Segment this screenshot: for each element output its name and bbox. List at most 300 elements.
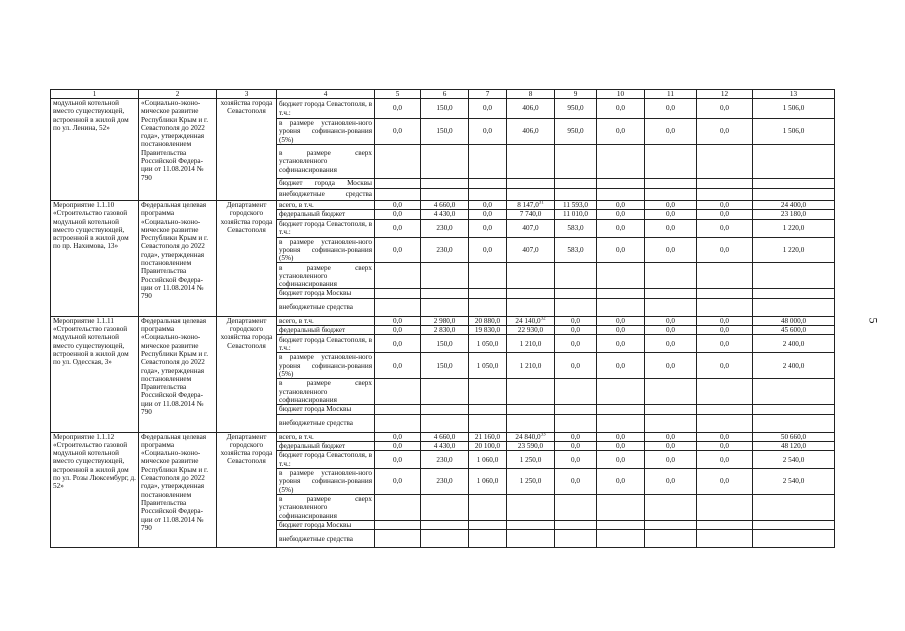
value-cell bbox=[753, 219, 835, 237]
value-text: 0,0 bbox=[666, 127, 675, 136]
empty-cell bbox=[421, 379, 469, 405]
value-cell bbox=[645, 335, 697, 353]
value-text: 0,0 bbox=[571, 326, 580, 335]
empty-cell bbox=[375, 405, 421, 414]
value-cell bbox=[697, 441, 753, 450]
value-text: 1 210,0 bbox=[519, 339, 542, 348]
value-text: 0,0 bbox=[616, 223, 625, 232]
value-text: 1 506,0 bbox=[782, 127, 805, 136]
empty-cell bbox=[469, 414, 507, 432]
value-text: 0,0 bbox=[720, 104, 729, 113]
value-text: 583,0 bbox=[567, 245, 584, 254]
value-text: 0,0 bbox=[616, 316, 625, 325]
empty-cell bbox=[753, 521, 835, 530]
empty-cell bbox=[697, 414, 753, 432]
value-cell bbox=[469, 326, 507, 335]
empty-cell bbox=[645, 521, 697, 530]
value-cell bbox=[507, 432, 555, 441]
empty-cell bbox=[469, 521, 507, 530]
value-cell bbox=[697, 237, 753, 263]
value-cell bbox=[507, 219, 555, 237]
value-text: 11 010,0 bbox=[563, 210, 588, 219]
empty-cell bbox=[597, 414, 645, 432]
empty-cell bbox=[555, 495, 597, 521]
value-text: 0,0 bbox=[393, 104, 402, 113]
value-cell bbox=[753, 451, 835, 469]
value-text: 0,0 bbox=[720, 201, 729, 209]
column-header: 13 bbox=[753, 90, 835, 99]
value-text: 0,0 bbox=[720, 441, 729, 450]
value-text: 950,0 bbox=[567, 104, 584, 113]
funding-source: в размере установлен-ного уровня софинанси-рования (5%) bbox=[277, 237, 375, 263]
empty-cell bbox=[421, 189, 469, 201]
empty-cell bbox=[697, 263, 753, 289]
empty-cell bbox=[469, 289, 507, 298]
program-cell: Федеральная целевая программа «Социально-эконо-мическое развитие Республики Крым и г. Севастополя до 2022 года», утвержденная постановлением Правительства Российской Федера-ции от 11.08.2014 № 790 bbox=[139, 316, 217, 432]
empty-cell bbox=[507, 263, 555, 289]
empty-cell bbox=[507, 414, 555, 432]
empty-cell bbox=[697, 145, 753, 179]
value-cell bbox=[469, 316, 507, 325]
column-header: 12 bbox=[697, 90, 753, 99]
value-text: 0,0 bbox=[720, 432, 729, 441]
empty-cell bbox=[597, 530, 645, 548]
page-number: 5 bbox=[866, 317, 881, 324]
value-cell bbox=[507, 237, 555, 263]
value-text: 150,0 bbox=[436, 339, 453, 348]
empty-cell bbox=[753, 530, 835, 548]
value-cell bbox=[753, 335, 835, 353]
empty-cell bbox=[555, 179, 597, 189]
funding-source: бюджет города Севастополя, в т.ч.: bbox=[277, 451, 375, 469]
empty-cell bbox=[697, 179, 753, 189]
value-text: 0,0 bbox=[393, 316, 402, 325]
event-name-cell: Мероприятие 1.1.10 «Строительство газовой модульной котельной вместо существующей, встроенной в жилой дом по пр. Нахимова, 13» bbox=[51, 201, 139, 317]
empty-cell bbox=[469, 379, 507, 405]
value-text: 4 430,0 bbox=[433, 441, 456, 450]
value-cell bbox=[645, 441, 697, 450]
value-text: 45 600,0 bbox=[780, 326, 807, 335]
empty-cell bbox=[753, 379, 835, 405]
value-cell bbox=[753, 469, 835, 495]
empty-cell bbox=[375, 289, 421, 298]
value-text: 20 100,0 bbox=[474, 441, 501, 450]
empty-cell bbox=[753, 298, 835, 316]
empty-cell bbox=[555, 145, 597, 179]
value-text: 0,0 bbox=[666, 455, 675, 464]
value-text: 0,0 bbox=[393, 441, 402, 450]
funding-source: федеральный бюджет bbox=[277, 210, 375, 219]
value-cell bbox=[597, 99, 645, 119]
empty-cell bbox=[697, 530, 753, 548]
value-cell bbox=[697, 469, 753, 495]
value-text: 1 050,0 bbox=[476, 339, 499, 348]
event-name-cell: модульной котельной вместо существующей, встроенной в жилой дом по ул. Ленина, 52» bbox=[51, 99, 139, 201]
value-text: 0,0 bbox=[571, 339, 580, 348]
funding-source: в размере установлен-ного уровня софинанси-рования (5%) bbox=[277, 353, 375, 379]
value-text: 230,0 bbox=[436, 223, 453, 232]
empty-cell bbox=[507, 495, 555, 521]
value-text: 1 220,0 bbox=[782, 245, 805, 254]
value-text: 0,0 bbox=[720, 455, 729, 464]
empty-cell bbox=[469, 145, 507, 179]
value-text: 0,0 bbox=[616, 339, 625, 348]
executor-cell: хозяйства города Севастополя bbox=[217, 99, 277, 201]
value-cell bbox=[375, 210, 421, 219]
value-cell bbox=[753, 326, 835, 335]
empty-cell bbox=[645, 189, 697, 201]
empty-cell bbox=[375, 263, 421, 289]
value-text: 230,0 bbox=[436, 455, 453, 464]
value-cell bbox=[753, 432, 835, 441]
value-cell bbox=[555, 119, 597, 145]
empty-cell bbox=[507, 521, 555, 530]
column-header: 10 bbox=[597, 90, 645, 99]
funding-source: всего, в т.ч. bbox=[277, 432, 375, 441]
value-text: 2 980,0 bbox=[433, 316, 456, 325]
empty-cell bbox=[555, 298, 597, 316]
value-text: 48 000,0 bbox=[780, 316, 807, 325]
header-row bbox=[51, 90, 835, 99]
value-cell bbox=[697, 201, 753, 210]
value-cell bbox=[753, 237, 835, 263]
value-cell bbox=[555, 201, 597, 210]
empty-cell bbox=[645, 263, 697, 289]
empty-cell bbox=[697, 298, 753, 316]
value-text: 0,0 bbox=[720, 127, 729, 136]
value-cell bbox=[697, 316, 753, 325]
value-text: 0,0 bbox=[393, 245, 402, 254]
empty-cell bbox=[375, 379, 421, 405]
value-text: 23 180,0 bbox=[780, 210, 807, 219]
value-text: 24 140,0 bbox=[515, 316, 541, 325]
value-cell bbox=[375, 353, 421, 379]
empty-cell bbox=[597, 145, 645, 179]
empty-cell bbox=[645, 530, 697, 548]
value-text: 1 220,0 bbox=[782, 223, 805, 232]
value-cell bbox=[469, 432, 507, 441]
empty-cell bbox=[597, 179, 645, 189]
value-cell bbox=[421, 99, 469, 119]
value-text: 0,0 bbox=[720, 316, 729, 325]
empty-cell bbox=[507, 179, 555, 189]
value-text: 583,0 bbox=[567, 223, 584, 232]
empty-cell bbox=[421, 179, 469, 189]
table-row bbox=[51, 432, 835, 441]
value-cell bbox=[697, 335, 753, 353]
event-name-cell: Мероприятие 1.1.12 «Строительство газовой модульной котельной вместо существующей, встроенной в жилой дом по ул. Розы Люксембург, д. 52» bbox=[51, 432, 139, 548]
value-cell bbox=[469, 201, 507, 210]
value-text: 8 147,0 bbox=[517, 201, 539, 209]
empty-cell bbox=[645, 379, 697, 405]
value-cell bbox=[469, 451, 507, 469]
empty-cell bbox=[375, 189, 421, 201]
value-cell bbox=[421, 119, 469, 145]
value-text: 24 400,0 bbox=[780, 201, 807, 209]
footnote-marker: 33 bbox=[540, 432, 546, 438]
empty-cell bbox=[421, 414, 469, 432]
empty-cell bbox=[421, 289, 469, 298]
value-cell bbox=[597, 469, 645, 495]
value-text: 0,0 bbox=[720, 361, 729, 370]
empty-cell bbox=[421, 145, 469, 179]
value-text: 0,0 bbox=[720, 339, 729, 348]
empty-cell bbox=[507, 530, 555, 548]
value-text: 0,0 bbox=[483, 223, 492, 232]
value-text: 230,0 bbox=[436, 477, 453, 486]
value-cell bbox=[375, 99, 421, 119]
value-cell bbox=[555, 99, 597, 119]
empty-cell bbox=[375, 298, 421, 316]
value-cell bbox=[597, 219, 645, 237]
empty-cell bbox=[597, 289, 645, 298]
value-cell bbox=[645, 451, 697, 469]
value-cell bbox=[597, 432, 645, 441]
value-text: 0,0 bbox=[666, 210, 675, 219]
empty-cell bbox=[597, 495, 645, 521]
value-text: 0,0 bbox=[720, 477, 729, 486]
empty-cell bbox=[375, 179, 421, 189]
value-cell bbox=[555, 316, 597, 325]
value-cell bbox=[421, 451, 469, 469]
value-text: 0,0 bbox=[666, 361, 675, 370]
value-text: 0,0 bbox=[571, 361, 580, 370]
value-text: 4 660,0 bbox=[433, 201, 456, 209]
value-text: 0,0 bbox=[666, 477, 675, 486]
value-text: 0,0 bbox=[666, 223, 675, 232]
executor-cell: Департамент городского хозяйства города Севастополя bbox=[217, 201, 277, 317]
value-cell bbox=[697, 99, 753, 119]
table-row bbox=[51, 201, 835, 210]
value-text: 230,0 bbox=[436, 245, 453, 254]
value-text: 0,0 bbox=[720, 245, 729, 254]
empty-cell bbox=[597, 263, 645, 289]
value-cell bbox=[597, 353, 645, 379]
value-cell bbox=[469, 353, 507, 379]
empty-cell bbox=[697, 289, 753, 298]
value-cell bbox=[375, 335, 421, 353]
value-text: 0,0 bbox=[393, 339, 402, 348]
value-cell bbox=[645, 210, 697, 219]
column-header: 8 bbox=[507, 90, 555, 99]
value-cell bbox=[597, 451, 645, 469]
value-text: 0,0 bbox=[393, 361, 402, 370]
value-text: 0,0 bbox=[720, 210, 729, 219]
value-text: 1 060,0 bbox=[476, 455, 499, 464]
value-text: 406,0 bbox=[522, 127, 539, 136]
value-cell bbox=[421, 219, 469, 237]
empty-cell bbox=[421, 530, 469, 548]
funding-source: внебюджетные средства bbox=[277, 298, 375, 316]
column-header: 9 bbox=[555, 90, 597, 99]
value-text: 48 120,0 bbox=[780, 441, 807, 450]
value-text: 0,0 bbox=[666, 201, 675, 209]
value-text: 0,0 bbox=[483, 127, 492, 136]
value-cell bbox=[697, 210, 753, 219]
value-text: 1 050,0 bbox=[476, 361, 499, 370]
empty-cell bbox=[697, 379, 753, 405]
empty-cell bbox=[507, 145, 555, 179]
value-cell bbox=[555, 353, 597, 379]
empty-cell bbox=[597, 189, 645, 201]
value-text: 0,0 bbox=[666, 316, 675, 325]
value-text: 23 590,0 bbox=[517, 441, 544, 450]
empty-cell bbox=[645, 405, 697, 414]
value-cell bbox=[645, 469, 697, 495]
value-cell bbox=[597, 326, 645, 335]
value-text: 950,0 bbox=[567, 127, 584, 136]
value-text: 0,0 bbox=[393, 477, 402, 486]
program-cell: Федеральная целевая программа «Социально-эконо-мическое развитие Республики Крым и г. Севастополя до 2022 года», утвержденная постановлением Правительства Российской Федера-ции от 11.08.2014 № 790 bbox=[139, 432, 217, 548]
value-cell bbox=[469, 441, 507, 450]
column-header: 11 bbox=[645, 90, 697, 99]
value-text: 50 660,0 bbox=[780, 432, 807, 441]
value-cell bbox=[555, 451, 597, 469]
value-text: 0,0 bbox=[571, 455, 580, 464]
value-text: 0,0 bbox=[393, 127, 402, 136]
empty-cell bbox=[555, 289, 597, 298]
value-cell bbox=[645, 326, 697, 335]
empty-cell bbox=[597, 405, 645, 414]
empty-cell bbox=[645, 298, 697, 316]
value-cell bbox=[421, 441, 469, 450]
value-cell bbox=[753, 119, 835, 145]
funding-source: бюджет города Севастополя, в т.ч.: bbox=[277, 219, 375, 237]
value-text: 2 400,0 bbox=[782, 339, 805, 348]
value-cell bbox=[421, 210, 469, 219]
funding-source: внебюджетные средства bbox=[277, 530, 375, 548]
funding-source: внебюджетные средства bbox=[277, 414, 375, 432]
empty-cell bbox=[753, 145, 835, 179]
value-text: 22 930,0 bbox=[517, 326, 544, 335]
value-cell bbox=[469, 210, 507, 219]
value-text: 0,0 bbox=[393, 201, 402, 209]
value-cell bbox=[375, 119, 421, 145]
value-text: 7 740,0 bbox=[519, 210, 542, 219]
budget-table bbox=[50, 89, 835, 548]
value-cell bbox=[697, 353, 753, 379]
value-text: 150,0 bbox=[436, 361, 453, 370]
value-cell bbox=[645, 237, 697, 263]
empty-cell bbox=[753, 414, 835, 432]
value-text: 0,0 bbox=[616, 432, 625, 441]
value-text: 407,0 bbox=[522, 223, 539, 232]
value-text: 0,0 bbox=[571, 432, 580, 441]
empty-cell bbox=[753, 405, 835, 414]
value-cell bbox=[469, 219, 507, 237]
funding-source: федеральный бюджет bbox=[277, 326, 375, 335]
empty-cell bbox=[753, 189, 835, 201]
value-text: 406,0 bbox=[522, 104, 539, 113]
empty-cell bbox=[753, 263, 835, 289]
value-cell bbox=[375, 469, 421, 495]
value-cell bbox=[421, 201, 469, 210]
value-text: 0,0 bbox=[616, 455, 625, 464]
value-cell bbox=[697, 219, 753, 237]
empty-cell bbox=[697, 405, 753, 414]
funding-source: бюджет города Москвы bbox=[277, 179, 375, 189]
value-cell bbox=[421, 432, 469, 441]
column-header: 4 bbox=[277, 90, 375, 99]
value-text: 0,0 bbox=[666, 339, 675, 348]
funding-source: бюджет города Севастополя, в т.ч.: bbox=[277, 335, 375, 353]
empty-cell bbox=[645, 289, 697, 298]
value-cell bbox=[697, 432, 753, 441]
value-text: 0,0 bbox=[616, 201, 625, 209]
empty-cell bbox=[375, 530, 421, 548]
value-cell bbox=[597, 119, 645, 145]
funding-source: в размере установлен-ного уровня софинанси-рования (5%) bbox=[277, 469, 375, 495]
value-cell bbox=[507, 99, 555, 119]
value-text: 4 430,0 bbox=[433, 210, 456, 219]
funding-source: в размере сверх установленного софинансирования bbox=[277, 145, 375, 179]
value-cell bbox=[469, 237, 507, 263]
empty-cell bbox=[469, 530, 507, 548]
value-cell bbox=[375, 201, 421, 210]
empty-cell bbox=[469, 179, 507, 189]
empty-cell bbox=[375, 495, 421, 521]
value-text: 0,0 bbox=[483, 104, 492, 113]
value-text: 1 250,0 bbox=[519, 455, 542, 464]
value-cell bbox=[469, 335, 507, 353]
footnote-marker: 32 bbox=[540, 316, 546, 322]
value-text: 0,0 bbox=[616, 104, 625, 113]
value-cell bbox=[555, 441, 597, 450]
empty-cell bbox=[421, 495, 469, 521]
value-text: 0,0 bbox=[393, 223, 402, 232]
footnote-marker: 31 bbox=[538, 200, 544, 206]
empty-cell bbox=[507, 298, 555, 316]
value-cell bbox=[753, 441, 835, 450]
value-cell bbox=[421, 353, 469, 379]
value-text: 1 210,0 bbox=[519, 361, 542, 370]
value-text: 0,0 bbox=[571, 316, 580, 325]
value-cell bbox=[421, 335, 469, 353]
value-cell bbox=[375, 316, 421, 325]
value-cell bbox=[597, 335, 645, 353]
value-text: 150,0 bbox=[436, 104, 453, 113]
funding-source: в размере установлен-ного уровня софинанси-рования (5%) bbox=[277, 119, 375, 145]
empty-cell bbox=[507, 189, 555, 201]
funding-source: в размере сверх установленного софинансирования bbox=[277, 263, 375, 289]
value-text: 0,0 bbox=[616, 441, 625, 450]
empty-cell bbox=[753, 495, 835, 521]
value-text: 1 060,0 bbox=[476, 477, 499, 486]
empty-cell bbox=[645, 179, 697, 189]
column-header: 1 bbox=[51, 90, 139, 99]
value-text: 0,0 bbox=[616, 361, 625, 370]
value-cell bbox=[555, 210, 597, 219]
value-text: 0,0 bbox=[616, 127, 625, 136]
value-text: 1 250,0 bbox=[519, 477, 542, 486]
value-text: 0,0 bbox=[616, 210, 625, 219]
empty-cell bbox=[597, 521, 645, 530]
budget-table-page bbox=[50, 89, 834, 548]
value-cell bbox=[645, 353, 697, 379]
funding-source: бюджет города Москвы bbox=[277, 521, 375, 530]
value-cell bbox=[555, 469, 597, 495]
value-cell bbox=[597, 441, 645, 450]
value-cell bbox=[507, 353, 555, 379]
funding-source: внебюджетные средства bbox=[277, 189, 375, 201]
value-text: 407,0 bbox=[522, 245, 539, 254]
empty-cell bbox=[421, 298, 469, 316]
value-text: 0,0 bbox=[666, 104, 675, 113]
column-header: 7 bbox=[469, 90, 507, 99]
value-cell bbox=[507, 451, 555, 469]
empty-cell bbox=[375, 521, 421, 530]
value-cell bbox=[753, 210, 835, 219]
